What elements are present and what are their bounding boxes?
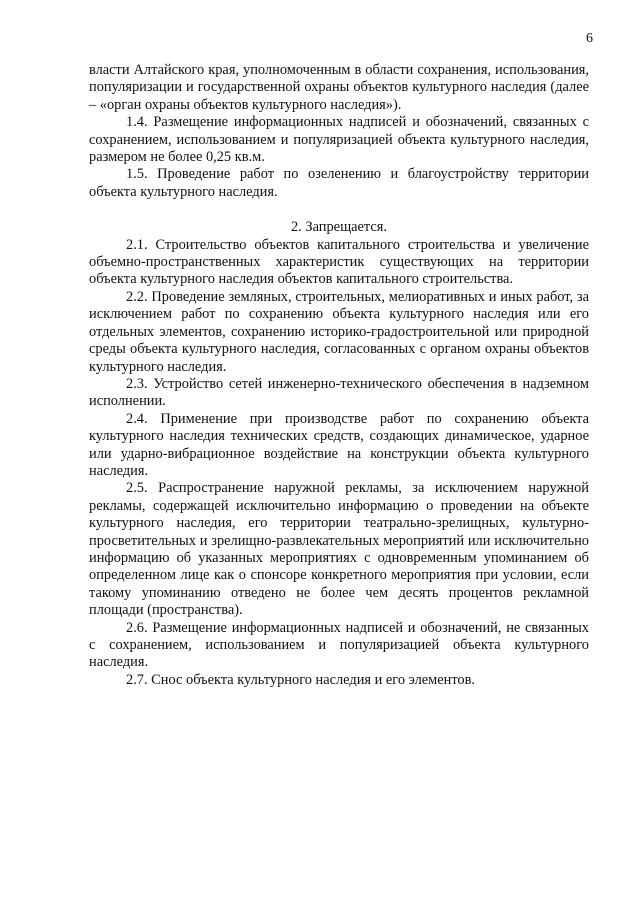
paragraph-continuation: власти Алтайского края, уполномоченным в области сохранения, использования, популяризации и государственной охраны объектов культурного наследия (далее – «орган охраны объектов культурного наследия»). <box>89 62 589 113</box>
item-2-5: 2.5. Распространение наружной рекламы, за исключением наружной рекламы, содержащей исключительно информацию о проведении на объекте культурного наследия, его территории театрально-зрелищных, культурно-просветительных и зрелищно-развлекательных мероприятий или исключительно информацию об указанных мероприятиях с одновременным упоминанием об определенном лице как о спонсоре конкретного мероприятия при условии, если такому упоминанию отведено не более чем десять процентов рекламной площади (пространства). <box>89 480 589 619</box>
item-2-3: 2.3. Устройство сетей инженерно-технического обеспечения в надземном исполнении. <box>89 375 589 410</box>
item-2-2: 2.2. Проведение земляных, строительных, мелиоративных и иных работ, за исключением работ по сохранению объекта культурного наследия или его отдельных элементов, сохранению историко-градостроительной или природной среды объекта культурного наследия, согласованных с органом охраны объектов культурного наследия. <box>89 288 589 375</box>
section-heading: 2. Запрещается. <box>290 219 387 236</box>
item-2-4: 2.4. Применение при производстве работ по сохранению объекта культурного наследия технических средств, создающих динамическое, ударное или ударно-вибрационное воздействие на конструкции объекта культурного наследия. <box>89 410 589 479</box>
item-2-1: 2.1. Строительство объектов капитального строительства и увеличение объемно-пространственных характеристик существующих на территории объекта культурного наследия объектов капитального строительства. <box>89 236 589 288</box>
page-number: 6 <box>586 31 593 46</box>
paragraph-1-5: 1.5. Проведение работ по озеленению и благоустройству территории объекта культурного наследия. <box>89 166 589 200</box>
paragraph-1-4: 1.4. Размещение информационных надписей и обозначений, связанных с сохранением, использованием и популяризацией объекта культурного наследия, размером не более 0,25 кв.м. <box>89 114 589 166</box>
item-2-6: 2.6. Размещение информационных надписей и обозначений, не связанных с сохранением, использованием и популяризацией объекта культурного наследия. <box>89 619 589 671</box>
item-2-7: 2.7. Снос объекта культурного наследия и его элементов. <box>126 671 476 688</box>
document-body <box>89 62 589 689</box>
